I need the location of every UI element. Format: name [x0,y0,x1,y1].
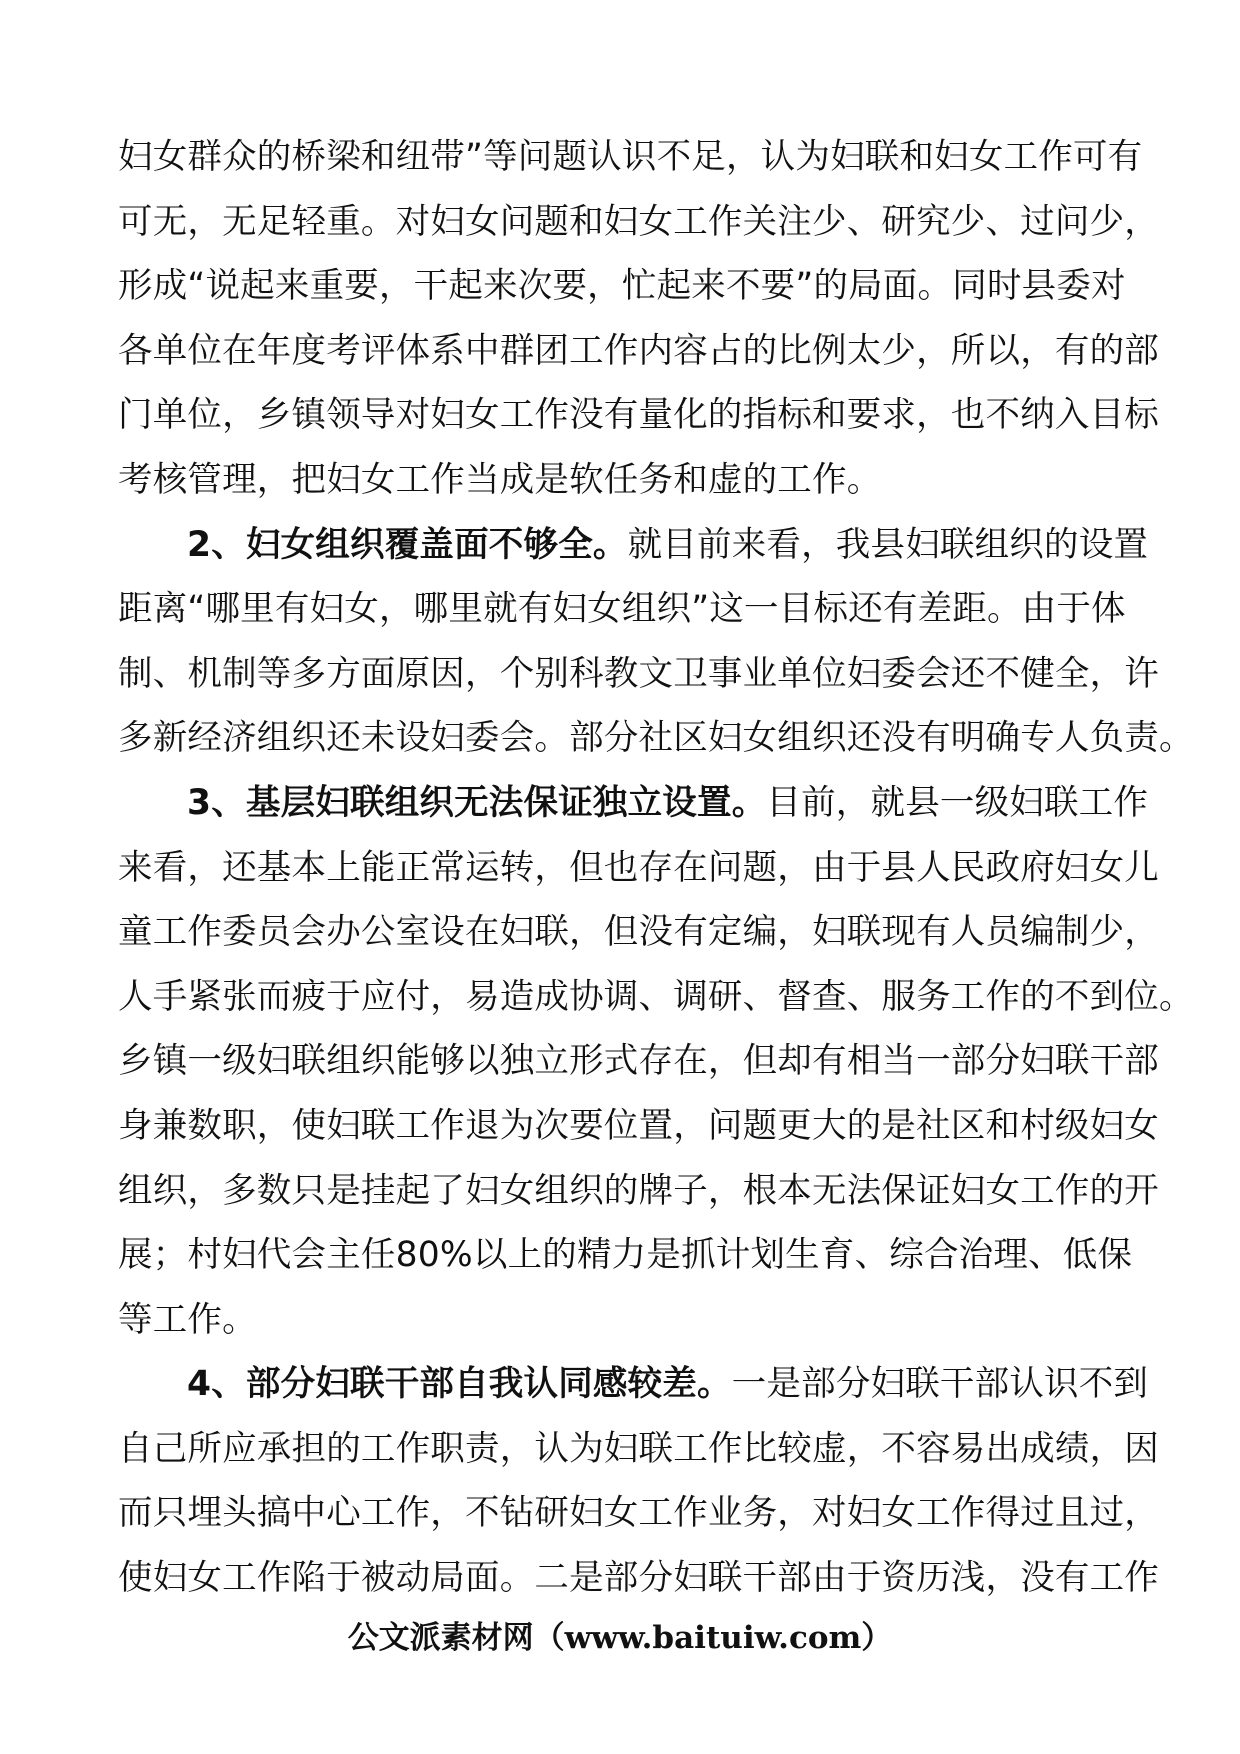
line-text: 各单位在年度考评体系中群团工作内容占的比例太少，所以，有的部 [118,330,1159,371]
section-heading-line [118,1352,1149,1417]
section-heading-2: 2、妇女组织覆盖面不够全。 [187,524,628,565]
line-text: 来看，还基本上能正常运转，但也存在问题，由于县人民政府妇女儿 [118,847,1159,888]
text-line [118,706,1194,771]
line-text: 等工作。 [118,1299,257,1340]
line-text: 组织，多数只是挂起了妇女组织的牌子，根本无法保证妇女工作的开 [118,1170,1159,1211]
text-line [118,1417,1159,1482]
text-line [118,319,1159,384]
text-line [118,383,1159,448]
line-text: 目前，就县一级妇联工作 [766,782,1149,823]
line-text: 展；村妇代会主任80%以上的精力是抓计划生育、综合治理、低保 [118,1235,1133,1276]
text-line [118,1029,1159,1094]
section-heading-4: 4、部分妇联干部自我认同感较差。 [187,1364,732,1405]
text-line [118,125,1143,190]
text-line [118,1159,1159,1224]
line-text: 妇女群众的桥梁和纽带”等问题认识不足，认为妇联和妇女工作可有 [118,137,1143,177]
text-line [118,1546,1159,1611]
text-line [118,1094,1159,1159]
line-text: 而只埋头搞中心工作，不钻研妇女工作业务，对妇女工作得过且过， [118,1493,1159,1534]
text-line [118,448,1128,513]
line-text: 乡镇一级妇联组织能够以独立形式存在，但却有相当一部分妇联干部 [118,1041,1159,1082]
line-text: 多新经济组织还未设妇委会。部分社区妇女组织还没有明确专人负责。 [118,718,1194,759]
line-text: 一是部分妇联干部认识不到 [731,1364,1149,1405]
section-heading-line [118,513,1149,578]
text-line [118,1481,1159,1546]
footer-watermark: 公文派素材网（www.baituiw.com） [347,1620,893,1656]
text-line [118,1223,1133,1288]
line-text: 门单位，乡镇领导对妇女工作没有量化的指标和要求，也不纳入目标 [118,395,1159,436]
section-heading-3: 3、基层妇联组织无法保证独立设置。 [187,782,767,823]
text-line [118,577,1128,642]
line-text: 距离“哪里有妇女，哪里就有妇女组织”这一目标还有差距。由于体 [118,589,1126,630]
line-text: 人手紧张而疲于应付，易造成协调、调研、督查、服务工作的不到位。 [118,976,1194,1017]
section-heading-line [118,771,1149,836]
line-text: 考核管理，把妇女工作当成是软任务和虚的工作。 [118,459,882,500]
line-text: 就目前来看，我县妇联组织的设置 [627,524,1149,565]
text-line [118,190,1159,255]
line-text: 形成“说起来重要，干起来次要，忙起来不要”的局面。同时县委对 [118,266,1126,307]
text-line [118,1288,1128,1353]
text-line [118,836,1159,901]
text-line [118,642,1159,707]
text-line [118,254,1128,319]
line-text: 童工作委员会办公室设在妇联，但没有定编，妇联现有人员编制少， [118,912,1159,953]
line-text: 自己所应承担的工作职责，认为妇联工作比较虚，不容易出成绩，因 [118,1428,1159,1469]
line-text: 制、机制等多方面原因，个别科教文卫事业单位妇委会还不健全，许 [118,653,1159,694]
line-text: 可无，无足轻重。对妇女问题和妇女工作关注少、研究少、过问少， [118,201,1159,242]
text-line [118,900,1159,965]
text-line [118,965,1194,1030]
line-text: 使妇女工作陷于被动局面。二是部分妇联干部由于资历浅，没有工作 [118,1558,1159,1599]
line-text: 身兼数职，使妇联工作退为次要位置，问题更大的是社区和村级妇女 [118,1105,1159,1146]
document-body [118,125,1194,1611]
